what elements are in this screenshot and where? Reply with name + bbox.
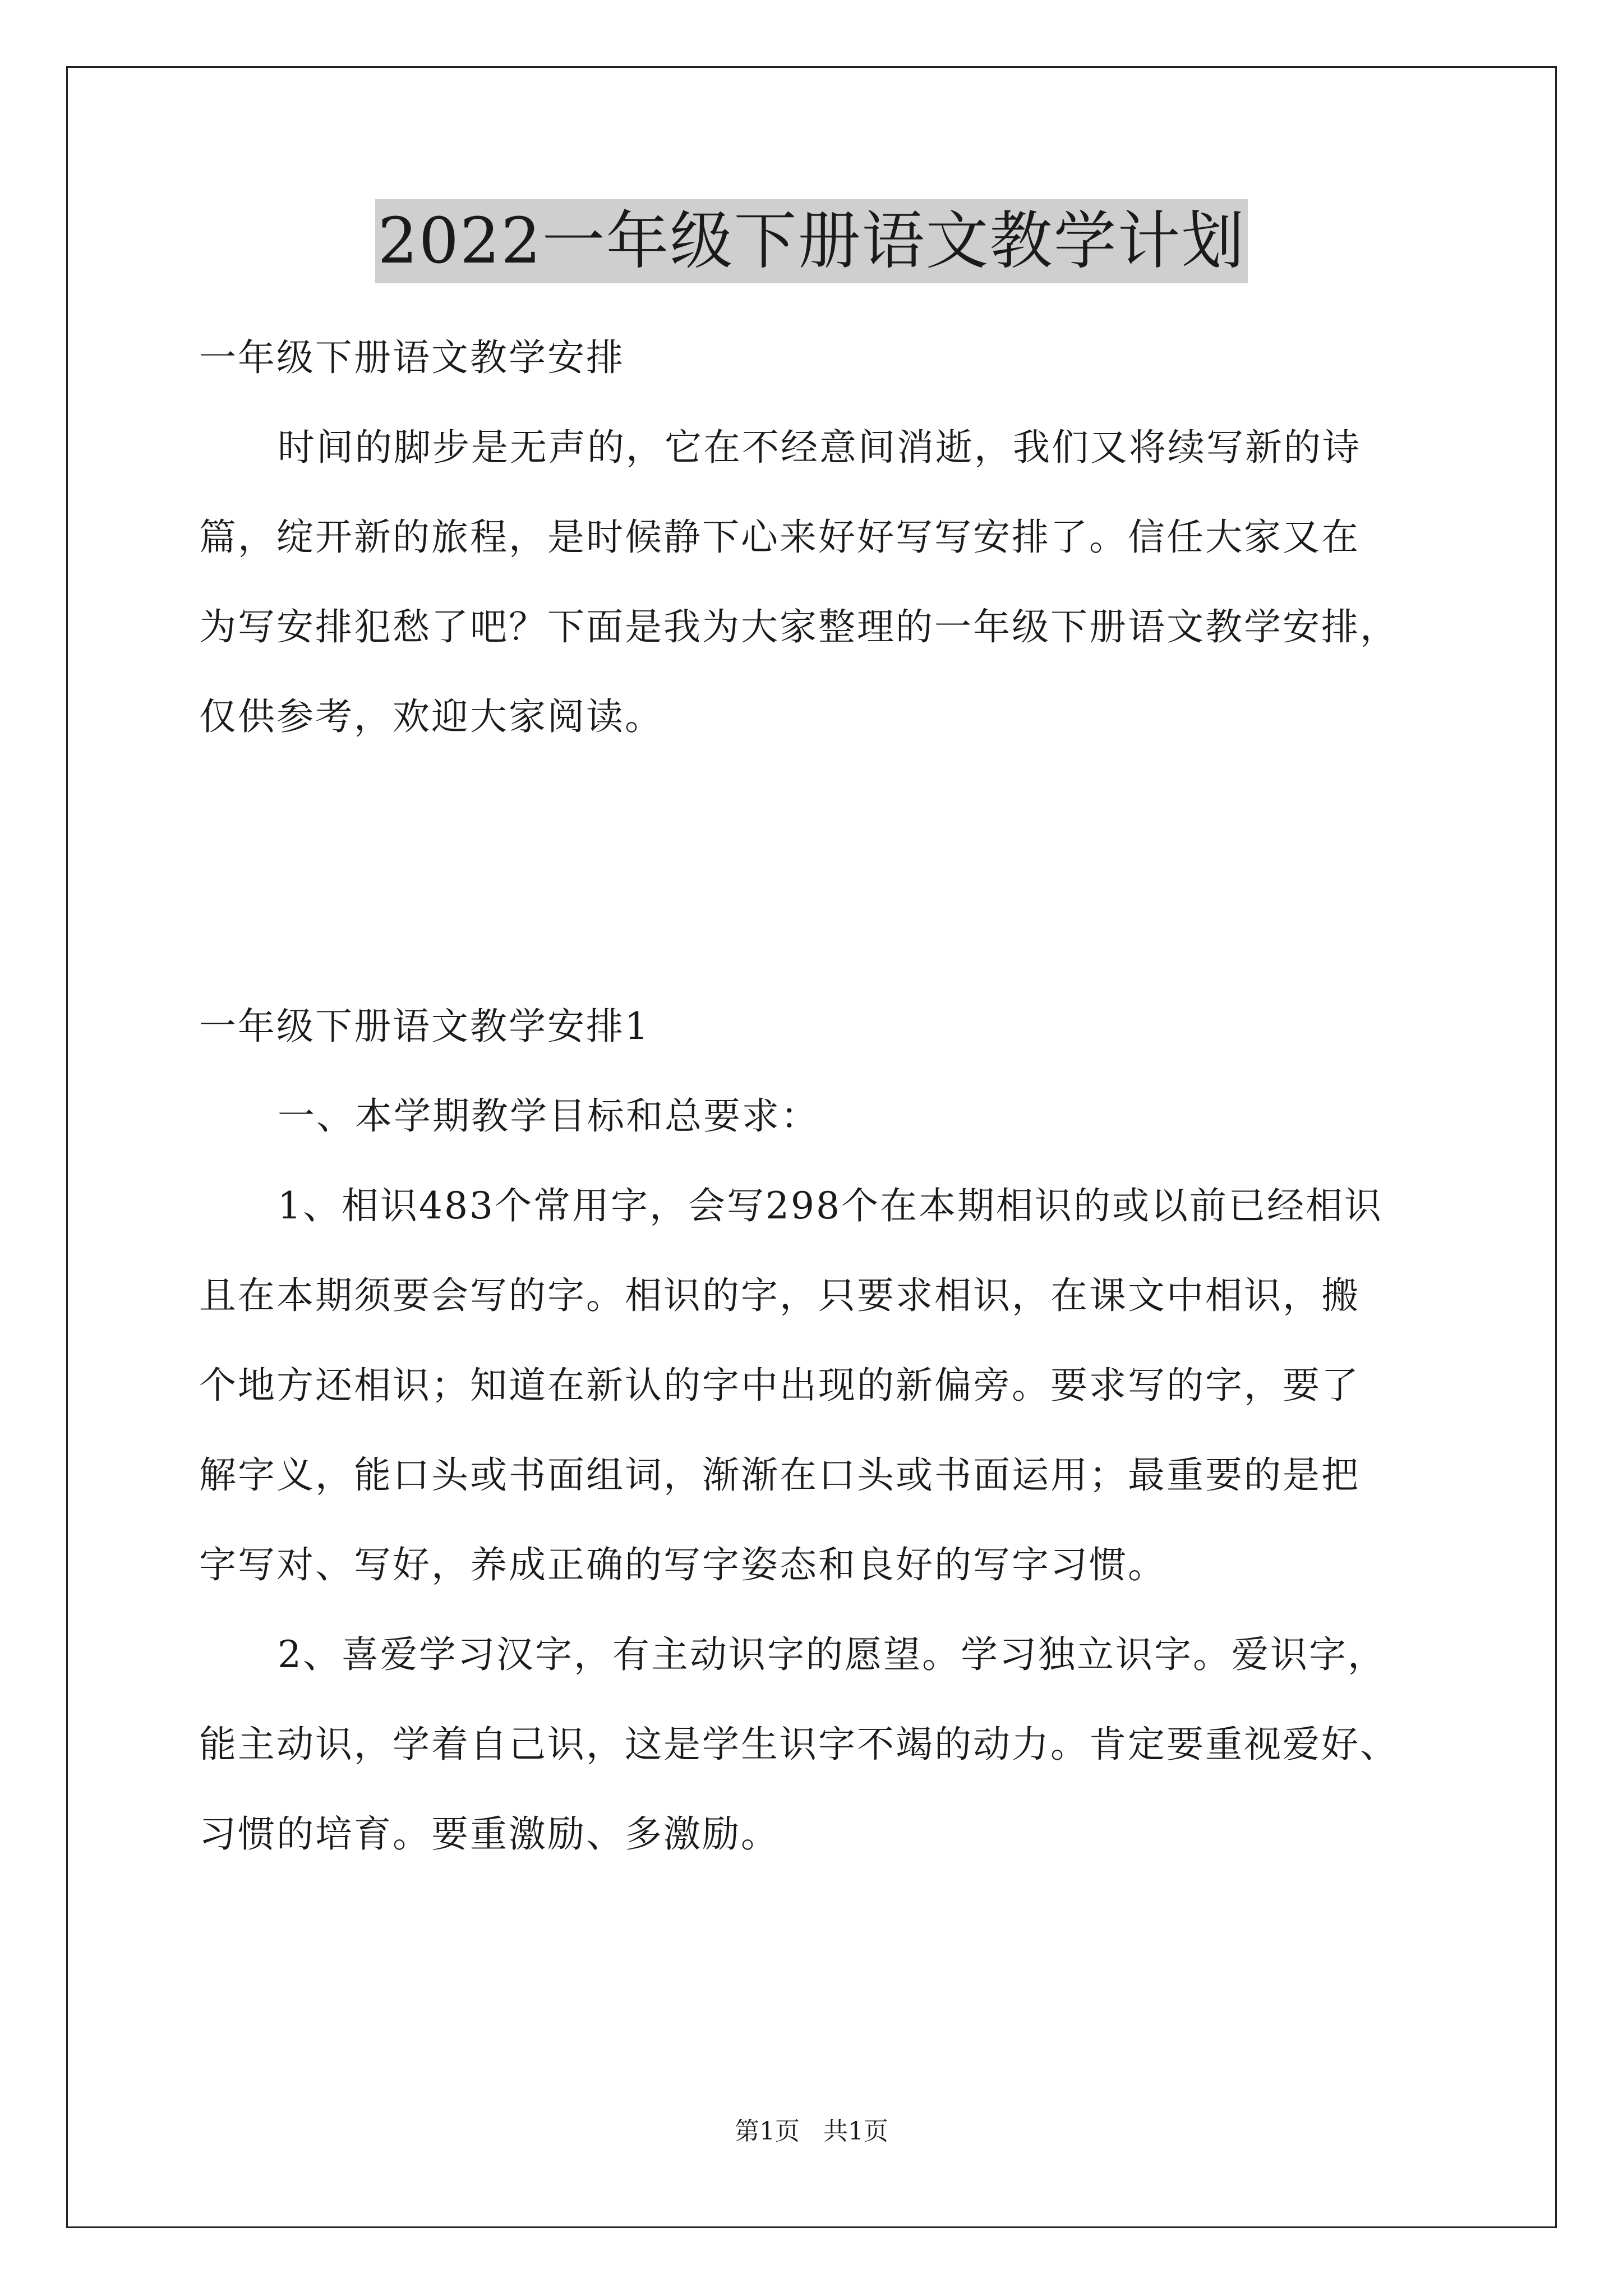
item2-line-3: 习惯的培育。要重激励、多激励。	[199, 1812, 780, 1856]
intro-line-1: 时间的脚步是无声的，它在不经意间消逝，我们又将续写新的诗	[278, 426, 1361, 469]
title-container	[0, 199, 1623, 283]
page-footer: 第1页 共1页	[735, 2117, 888, 2146]
intro-line-2: 篇，绽开新的旅程，是时候静下心来好好写写安排了。信任大家又在	[199, 516, 1360, 559]
document-title: 2022一年级下册语文教学计划	[375, 199, 1247, 283]
item1-line-3: 个地方还相识；知道在新认的字中出现的新偏旁。要求写的字，要了	[199, 1364, 1360, 1407]
item1-line-4: 解字义，能口头或书面组词，渐渐在口头或书面运用；最重要的是把	[199, 1453, 1360, 1497]
intro-section	[199, 313, 1455, 762]
item1-line-2: 且在本期须要会写的字。相识的字，只要求相识，在课文中相识，搬	[199, 1274, 1360, 1317]
section-heading: 一年级下册语文教学安排1	[199, 1005, 650, 1048]
subtitle: 一年级下册语文教学安排	[199, 336, 625, 379]
item2-line-2: 能主动识，学着自己识，这是学生识字不竭的动力。肯定要重视爱好、	[199, 1723, 1399, 1766]
intro-line-4: 仅供参考，欢迎大家阅读。	[199, 695, 663, 738]
main-section	[199, 982, 1455, 1879]
item2-line-1: 2、喜爱学习汉字，有主动识字的愿望。学习独立识字。爱识字，	[278, 1633, 1386, 1676]
item1-line-5: 字写对、写好，养成正确的写字姿态和良好的写字习惯。	[199, 1543, 1166, 1586]
item1-line-1: 1、相识483个常用字，会写298个在本期相识的或以前已经相识	[278, 1184, 1383, 1227]
goal-heading: 一、本学期教学目标和总要求：	[278, 1094, 819, 1138]
intro-line-3: 为写安排犯愁了吧？下面是我为大家整理的一年级下册语文教学安排，	[199, 605, 1399, 648]
